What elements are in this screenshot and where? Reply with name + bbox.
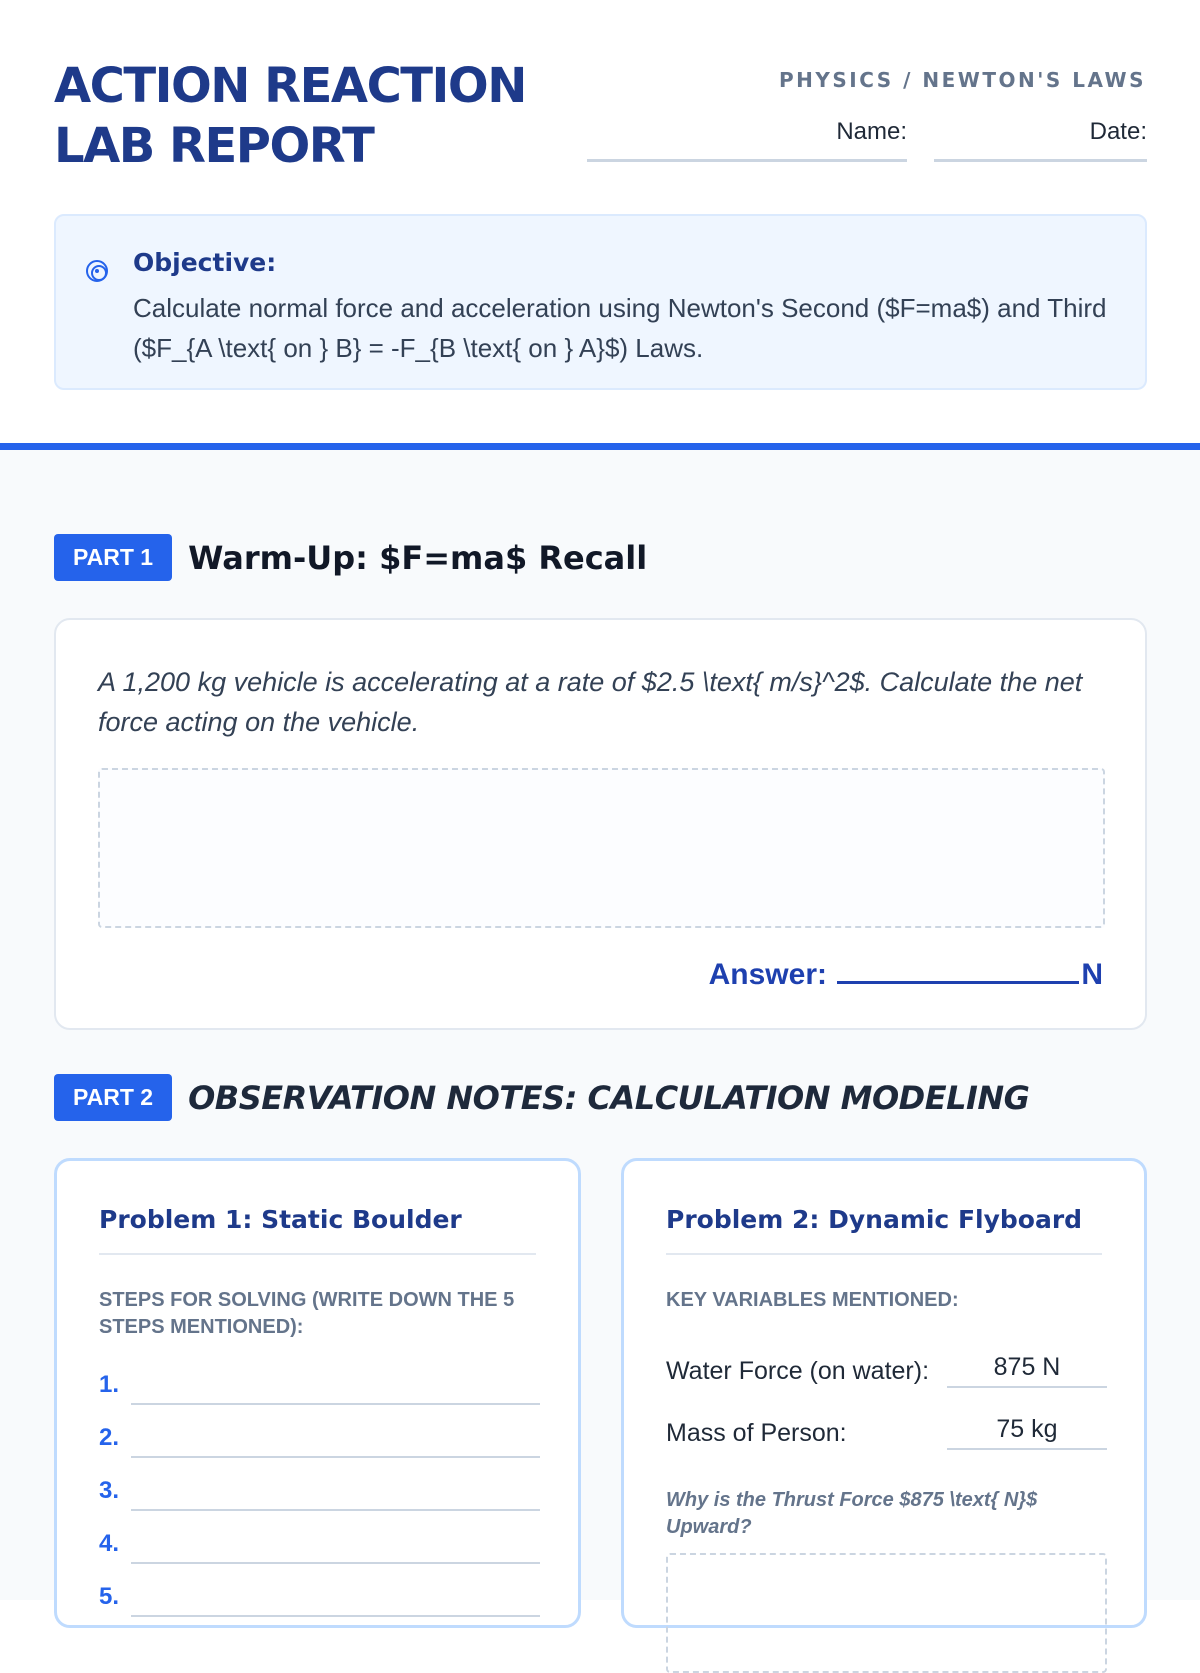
part1-question: A 1,200 kg vehicle is accelerating at a rate of $2.5 \text{ m/s}^2$. Calculate the net force acting on the vehicle.	[98, 667, 1083, 737]
why-answer-area[interactable]	[666, 1553, 1107, 1673]
part2-badge: PART 2	[54, 1074, 172, 1121]
section-divider	[0, 443, 1200, 450]
variables-label: KEY VARIABLES MENTIONED:	[666, 1289, 959, 1311]
part1-answer	[709, 956, 1103, 992]
step-row[interactable]	[99, 1463, 540, 1516]
step-row[interactable]	[99, 1569, 540, 1622]
report-header	[0, 0, 1200, 446]
name-label: Name:	[836, 118, 907, 145]
date-field[interactable]	[934, 118, 1147, 162]
step-number: 2.	[99, 1424, 120, 1451]
step-row[interactable]	[99, 1357, 540, 1410]
name-field[interactable]	[587, 118, 907, 162]
problem2-card	[621, 1158, 1147, 1628]
answer-unit: N	[1081, 958, 1103, 991]
part1-title: Warm-Up: $F=ma$ Recall	[188, 538, 648, 577]
part1-card	[54, 618, 1147, 1030]
variable-label: Mass of Person:	[666, 1419, 847, 1447]
objective-label: Objective:	[133, 248, 277, 277]
problem1-separator	[99, 1253, 536, 1255]
step-row[interactable]	[99, 1410, 540, 1463]
problem2-separator	[666, 1253, 1102, 1255]
part1-badge: PART 1	[54, 534, 172, 581]
part2-heading	[54, 1074, 1029, 1121]
worksheet-body	[0, 450, 1200, 1610]
why-question: Why is the Thrust Force $875 \text{ N}$ Upward?	[666, 1489, 1038, 1538]
title-line-2: LAB REPORT	[54, 118, 374, 174]
variable-value[interactable]: 875 N	[947, 1353, 1107, 1388]
step-line	[131, 1456, 540, 1458]
variable-row	[666, 1411, 1107, 1451]
step-number: 1.	[99, 1371, 120, 1398]
part2-title: OBSERVATION NOTES: CALCULATION MODELING	[188, 1078, 1030, 1117]
problem2-title: Problem 2: Dynamic Flyboard	[666, 1205, 1083, 1234]
step-line	[131, 1509, 540, 1511]
steps-list	[99, 1357, 540, 1622]
part1-heading	[54, 534, 647, 581]
step-line	[131, 1615, 540, 1617]
target-icon	[86, 260, 108, 282]
step-number: 4.	[99, 1530, 120, 1557]
subject-label: PHYSICS / NEWTON'S LAWS	[778, 68, 1146, 92]
variable-value[interactable]: 75 kg	[947, 1415, 1107, 1450]
problem1-card	[54, 1158, 581, 1628]
objective-box	[54, 214, 1147, 390]
problem1-instructions: STEPS FOR SOLVING (WRITE DOWN THE 5 STEPS MENTIONED):	[99, 1289, 515, 1338]
report-title	[54, 56, 614, 176]
problem1-title: Problem 1: Static Boulder	[99, 1205, 462, 1234]
date-label: Date:	[1089, 118, 1147, 145]
title-line-1: ACTION REACTION	[54, 58, 526, 114]
step-line	[131, 1562, 540, 1564]
step-number: 3.	[99, 1477, 120, 1504]
step-number: 5.	[99, 1583, 120, 1610]
answer-blank[interactable]	[837, 956, 1079, 984]
part1-work-area[interactable]	[98, 768, 1105, 928]
objective-text: Calculate normal force and acceleration using Newton's Second ($F=ma$) and Third ($F_{A \text{ on } B} = -F_{B \text{ on } A}$) Laws.	[133, 293, 1107, 363]
step-row[interactable]	[99, 1516, 540, 1569]
variable-label: Water Force (on water):	[666, 1357, 930, 1385]
answer-label: Answer:	[708, 958, 827, 991]
variable-row	[666, 1349, 1107, 1389]
step-line	[131, 1403, 540, 1405]
